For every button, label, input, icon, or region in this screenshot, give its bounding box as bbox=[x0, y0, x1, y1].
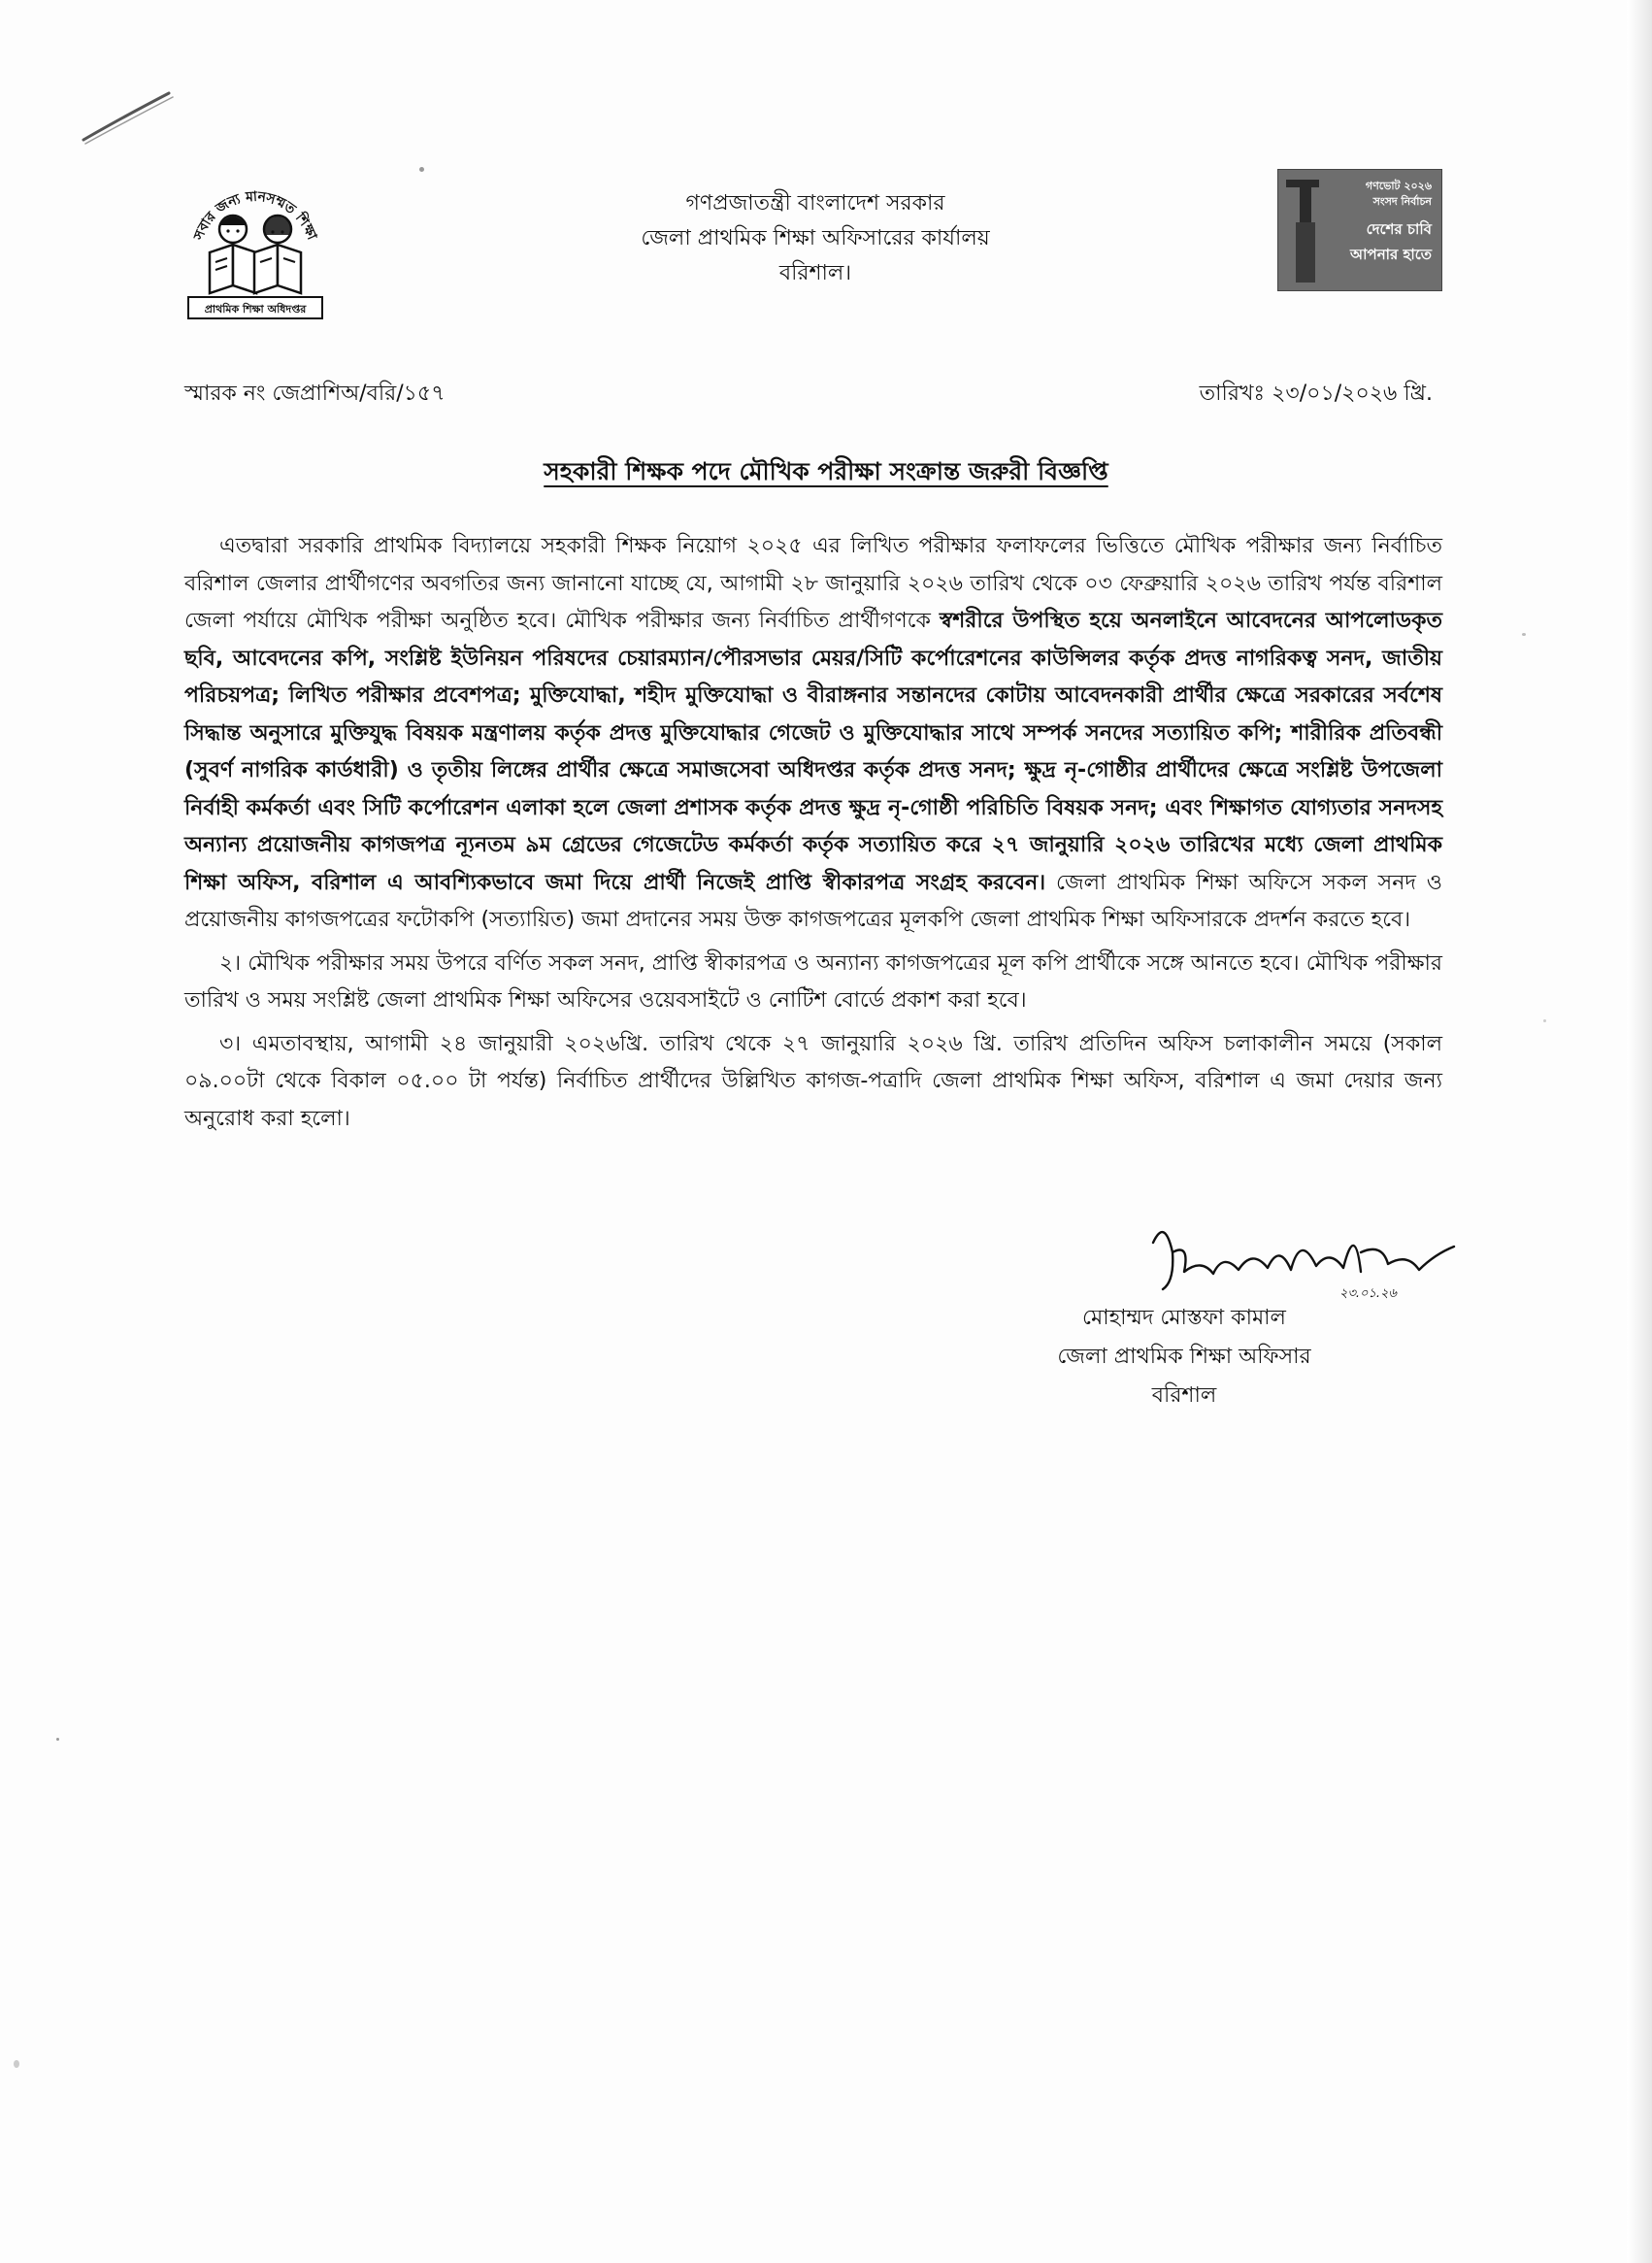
memo-date: তারিখঃ ২৩/০১/২০২৬ খ্রি. bbox=[1199, 382, 1433, 406]
signatory-block bbox=[1019, 1299, 1349, 1415]
scan-speck bbox=[56, 1738, 59, 1741]
paragraph-1-intro: এতদ্বারা সরকারি প্রাথমিক বিদ্যালয়ে সহকারী শিক্ষক নিয়োগ ২০২৫ এর লিখিত পরীক্ষার ফলাফলের ভিত্তিতে মৌখিক পরীক্ষার জন্য নির্বাচিত বরিশাল জেলার প্রার্থীগণের অবগতির জন্য জানানো যাচ্ছে যে, আগামী ২৮ জানুয়ারি ২০২৬ তারিখ থেকে ০৩ ফেব্রুয়ারি ২০২৬ তারিখ পর্যন্ত বরিশাল জেলা পর্যায়ে মৌখিক পরীক্ষা অনুষ্ঠিত হবে। মৌখিক পরীক্ষার জন্য নির্বাচিত প্রার্থীগণকে bbox=[184, 534, 1442, 633]
logo-caption: প্রাথমিক শিক্ষা অধিদপ্তর bbox=[204, 303, 307, 316]
badge-line-4: আপনার হাতে bbox=[1350, 246, 1432, 263]
scan-edge-shadow bbox=[1627, 0, 1652, 2263]
svg-text:সবার জন্য মানসম্মত শিক্ষা bbox=[191, 189, 320, 244]
memo-number: স্মারক নং জেপ্রাশিঅ/বরি/১৫৭ bbox=[184, 382, 446, 406]
header-government: গণপ্রজাতন্ত্রী বাংলাদেশ সরকার bbox=[685, 191, 945, 216]
handwritten-signature bbox=[1145, 1214, 1466, 1301]
header-office: জেলা প্রাথমিক শিক্ষা অফিসারের কার্যালয় bbox=[641, 226, 990, 250]
scan-speck bbox=[1543, 1019, 1546, 1022]
logo-arc-text: সবার জন্য মানসম্মত শিক্ষা bbox=[190, 188, 320, 243]
election-badge bbox=[1277, 169, 1442, 291]
notice-title-text: সহকারী শিক্ষক পদে মৌখিক পরীক্ষা সংক্রান্ত জরুরী বিজ্ঞপ্তি bbox=[544, 457, 1108, 485]
pen-mark bbox=[82, 89, 179, 148]
key-graphic-icon bbox=[1278, 170, 1337, 290]
dpe-logo bbox=[182, 163, 328, 320]
signatory-name: মোহাম্মদ মোস্তফা কামাল bbox=[1082, 1306, 1286, 1330]
badge-line-2: সংসদ নির্বাচন bbox=[1372, 195, 1432, 208]
badge-line-1: গণভোট ২০২৬ bbox=[1365, 180, 1432, 192]
scan-speck bbox=[1522, 633, 1526, 636]
office-header bbox=[544, 186, 1087, 291]
signatory-designation: জেলা প্রাথমিক শিক্ষা অফিসার bbox=[1057, 1345, 1311, 1369]
scan-speck bbox=[14, 2060, 19, 2068]
paragraph-1-outro: জেলা প্রাথমিক শিক্ষা অফিসে সকল সনদ ও প্রয়োজনীয় কাগজপত্রের ফটোকপি (সত্যায়িত) জমা প্রদানের সময় উক্ত কাগজপত্রের মূলকপি জেলা প্রাথমিক শিক্ষা অফিসারকে প্রদর্শন করতে হবে। bbox=[184, 870, 1443, 932]
badge-line-3: দেশের চাবি bbox=[1366, 220, 1432, 238]
paragraph-1-bold: স্বশরীরে উপস্থিত হয়ে অনলাইনে আবেদনের আপলোডকৃত ছবি, আবেদনের কপি, সংশ্লিষ্ট ইউনিয়ন পরিষদের চেয়ারম্যান/পৌরসভার মেয়র/সিটি কর্পোরেশনের কাউন্সিলর কর্তৃক প্রদত্ত নাগরিকত্ব সনদ, জাতীয় পরিচয়পত্র; লিখিত পরীক্ষার প্রবেশপত্র; মুক্তিযোদ্ধা, শহীদ মুক্তিযোদ্ধা ও বীরাঙ্গনার সন্তানদের কোটায় আবেদনকারী প্রার্থীর ক্ষেত্রে সরকারের সর্বশেষ সিদ্ধান্ত অনুসারে মুক্তিযুদ্ধ বিষয়ক মন্ত্রণালয় কর্তৃক প্রদত্ত মুক্তিযোদ্ধার গেজেট ও মুক্তিযোদ্ধার সাথে সম্পর্ক সনদের সত্যায়িত কপি; শারীরিক প্রতিবন্ধী (সুবর্ণ নাগরিক কার্ডধারী) ও তৃতীয় লিঙ্গের প্রার্থীর ক্ষেত্রে সমাজসেবা অধিদপ্তর কর্তৃক প্রদত্ত সনদ; ক্ষুদ্র নৃ-গোষ্ঠীর প্রার্থীদের ক্ষেত্রে সংশ্লিষ্ট উপজেলা নির্বাহী কর্মকর্তা এবং সিটি কর্পোরেশন এলাকা হলে জেলা প্রশাসক কর্তৃক প্রদত্ত ক্ষুদ্র নৃ-গোষ্ঠী পরিচিতি বিষয়ক সনদ; এবং শিক্ষাগত যোগ্যতার সনদসহ অন্যান্য প্রয়োজনীয় কাগজপত্র ন্যূনতম ৯ম গ্রেডের গেজেটেড কর্মকর্তা কর্তৃক সত্যায়িত করে ২৭ জানুয়ারি ২০২৬ তারিখের মধ্যে জেলা প্রাথমিক শিক্ষা অফিস, বরিশাল এ আবশ্যিকভাবে জমা দিয়ে প্রার্থী নিজেই প্রাপ্তি স্বীকারপত্র সংগ্রহ করবেন। bbox=[184, 609, 1442, 895]
signature-date: ২৩.০১.২৬ bbox=[1339, 1286, 1397, 1301]
paragraph-1 bbox=[184, 528, 1442, 940]
signatory-location: বরিশাল bbox=[1151, 1383, 1217, 1408]
paragraph-2: ২। মৌখিক পরীক্ষার সময় উপরে বর্ণিত সকল সনদ, প্রাপ্তি স্বীকারপত্র ও অন্যান্য কাগজপত্রের মূল কপি প্রার্থীকে সঙ্গে আনতে হবে। মৌখিক পরীক্ষার তারিখ ও সময় সংশ্লিষ্ট জেলা প্রাথমিক শিক্ষা অফিসের ওয়েবসাইটে ও নোটিশ বোর্ডে প্রকাশ করা হবে। bbox=[184, 950, 1442, 1013]
notice-title bbox=[190, 452, 1462, 494]
scan-speck bbox=[419, 167, 424, 172]
notice-body bbox=[184, 528, 1442, 1144]
header-location: বরিশাল। bbox=[778, 261, 852, 285]
paragraph-3: ৩। এমতাবস্থায়, আগামী ২৪ জানুয়ারী ২০২৬খ্রি. তারিখ থেকে ২৭ জানুয়ারি ২০২৬ খ্রি. তারিখ প্রতিদিন অফিস চলাকালীন সময়ে (সকাল ০৯.০০টা থেকে বিকাল ০৫.০০ টা পর্যন্ত) নির্বাচিত প্রার্থীদের উল্লিখিত কাগজ-পত্রাদি জেলা প্রাথমিক শিক্ষা অফিস, বরিশাল এ জমা দেয়ার জন্য অনুরোধ করা হলো। bbox=[184, 1031, 1442, 1131]
